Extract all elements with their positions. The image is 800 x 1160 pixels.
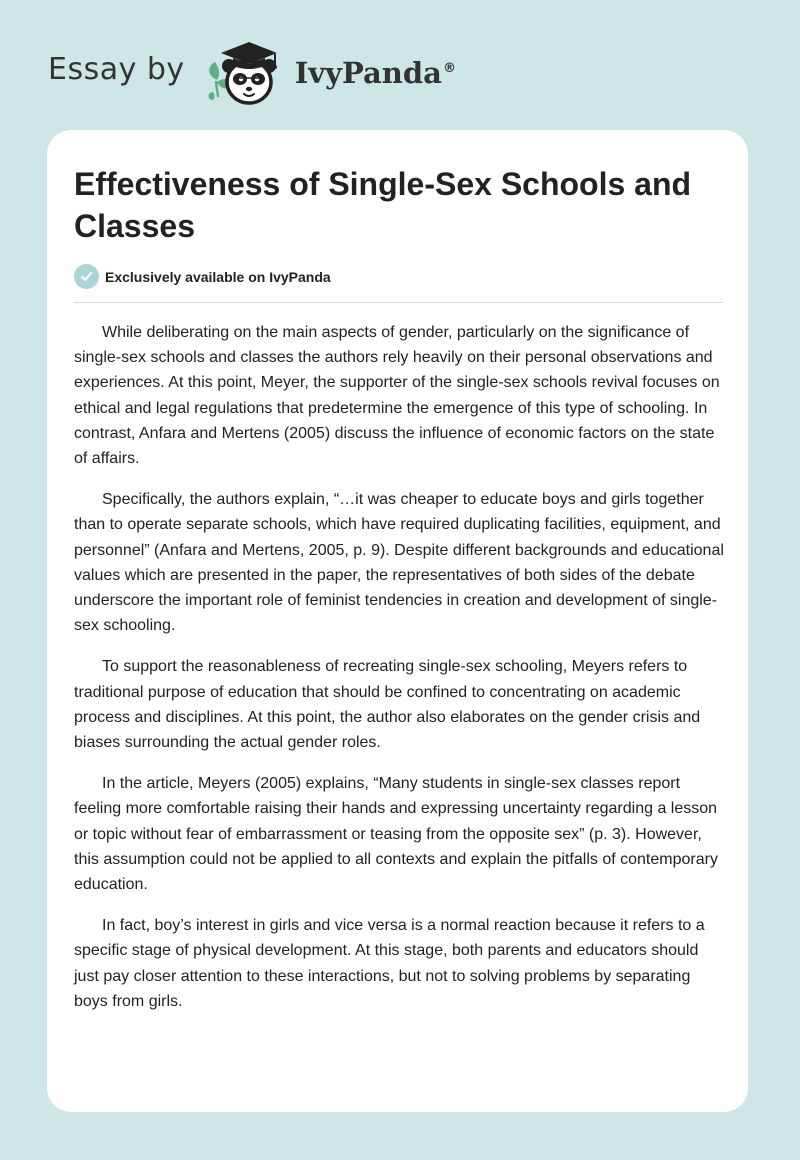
divider: [74, 302, 723, 303]
paragraph: In fact, boy’s interest in girls and vice versa is a normal reaction because it refers to a specific stage of physical development. At this stage, both parents and educators should just pay closer attention to these interactions, but not to solving problems by separating boys from girls.: [74, 917, 705, 1010]
exclusive-label: Exclusively available on IvyPanda: [105, 268, 331, 285]
exclusive-badge: [74, 264, 331, 289]
brand-name[interactable]: IvyPanda®: [294, 56, 456, 90]
essay-by-label: Essay by: [48, 51, 185, 87]
paragraph: To support the reasonableness of recreating single-sex schooling, Meyers refers to traditional purpose of education that should be confined to concentrating on academic process and disciplines. At this point, the author also elaborates on the gender crisis and biases surrounding the actual gender roles.: [74, 658, 701, 752]
essay-title: Effectiveness of Single-Sex Schools and Classes: [74, 166, 692, 244]
check-icon: [74, 264, 99, 289]
essay-body: [74, 320, 724, 1030]
panda-graduate-logo-icon[interactable]: [201, 36, 291, 108]
registered-mark: ®: [442, 61, 456, 77]
paragraph: While deliberating on the main aspects of gender, particularly on the significance of single-sex schools and classes the authors rely heavily on their personal observations and experiences. At this point, Meyer, the supporter of the single-sex schools revival focuses on ethical and legal regulations that predetermine the emergence of this type of schooling. In contrast, Anfara and Mertens (2005) discuss the influence of economic factors on the state of affairs.: [74, 324, 720, 468]
site-header: [48, 36, 456, 108]
paragraph: Specifically, the authors explain, “…it was cheaper to educate boys and girls together than to operate separate schools, which have required duplicating facilities, equipment, and personnel” (Anfara and Mertens, 2005, p. 9). Despite different backgrounds and educational values which are presented in the paper, the representatives of both sides of the debate underscore the important role of feminist tendencies in creation and development of single-sex schooling.: [74, 491, 724, 635]
essay-card: [47, 130, 748, 1112]
paragraph: In the article, Meyers (2005) explains, “Many students in single-sex classes report feeling more comfortable raising their hands and expressing uncertainty regarding a lesson or topic without fear of embarrassment or teasing from the opposite sex” (p. 3). However, this assumption could not be applied to all contexts and explain the pitfalls of contemporary education.: [74, 775, 718, 894]
